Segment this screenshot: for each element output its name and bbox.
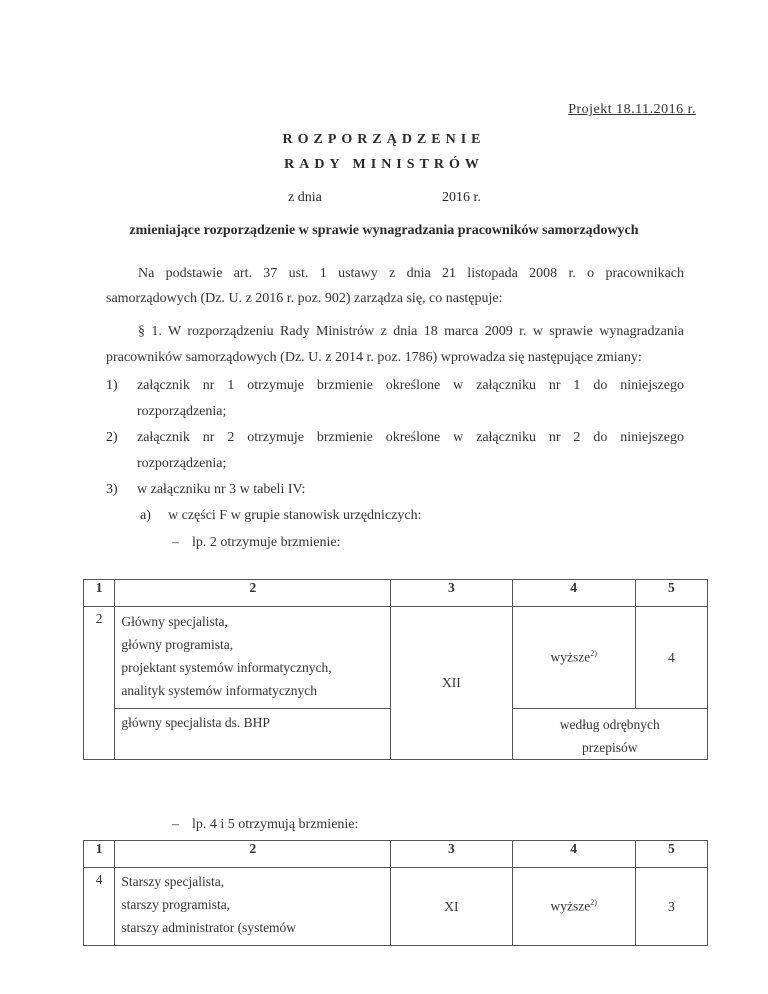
education-footnote: 2) bbox=[590, 898, 597, 908]
document-title: ROZPORZĄDZENIE bbox=[282, 132, 486, 147]
lp-cell: 2 bbox=[84, 607, 115, 760]
category-value: XII bbox=[442, 675, 461, 690]
positions-cell bbox=[115, 607, 391, 709]
header-cell-3: 3 bbox=[391, 580, 512, 607]
document-subject: zmieniające rozporządzenie w sprawie wynagradzania pracowników samorządowych bbox=[129, 223, 639, 238]
position-name: starszy programista, bbox=[121, 897, 231, 912]
education-footnote: 2) bbox=[590, 649, 597, 659]
intro-line-2: samorządowych (Dz. U. z 2016 r. poz. 902) zarządza się, co następuje: bbox=[106, 291, 503, 306]
positions-cell bbox=[115, 868, 391, 946]
seniority-cell: 4 bbox=[635, 607, 707, 709]
position-name: Główny specjalista, bbox=[121, 614, 228, 629]
date-prefix: z dnia bbox=[288, 190, 322, 205]
table-header-row bbox=[84, 841, 708, 868]
education-cell bbox=[512, 607, 635, 709]
position-name: Starszy specjalista, bbox=[121, 874, 225, 889]
section1-line-2: pracowników samorządowych (Dz. U. z 2014 r. poz. 1786) wprowadza się następujące zmiany: bbox=[106, 350, 642, 365]
extra-note-line: według odrębnych bbox=[559, 717, 660, 732]
dash-marker-1: – bbox=[172, 535, 179, 550]
education-value: wyższe bbox=[550, 898, 591, 914]
item-1-line-2: rozporządzenia; bbox=[137, 404, 227, 419]
intro-line-1: Na podstawie art. 37 ust. 1 ustawy z dnia 21 listopada 2008 r. o pracownikach bbox=[138, 266, 684, 281]
education-value: wyższe bbox=[550, 649, 591, 665]
header-cell-1: 1 bbox=[84, 841, 115, 868]
table-lp-4-5 bbox=[83, 840, 708, 946]
header-cell-5: 5 bbox=[635, 841, 707, 868]
item-2-number: 2) bbox=[106, 430, 118, 445]
date-year: 2016 r. bbox=[442, 190, 481, 205]
extra-position-cell: główny specjalista ds. BHP bbox=[115, 709, 391, 760]
position-name: starszy administrator (systemów bbox=[121, 920, 297, 935]
category-cell: XI bbox=[391, 868, 512, 946]
dash-2-text: lp. 4 i 5 otrzymują brzmienie: bbox=[192, 817, 359, 832]
extra-note-line: przepisów bbox=[582, 740, 638, 755]
item-2-line-2: rozporządzenia; bbox=[137, 456, 227, 471]
subitem-a-text: w części F w grupie stanowisk urzędniczych: bbox=[168, 508, 422, 523]
lp-cell: 4 bbox=[84, 868, 115, 946]
position-name: projektant systemów informatycznych, bbox=[121, 660, 332, 675]
header-cell-1: 1 bbox=[84, 580, 115, 607]
item-3-number: 3) bbox=[106, 482, 118, 497]
item-3-line-1: w załączniku nr 3 w tabeli IV: bbox=[137, 482, 306, 497]
header-cell-4: 4 bbox=[512, 580, 635, 607]
table-header-row bbox=[84, 580, 708, 607]
header-cell-2: 2 bbox=[115, 580, 391, 607]
extra-note-cell bbox=[512, 709, 707, 760]
section1-line-1: § 1. W rozporządzeniu Rady Ministrów z dnia 18 marca 2009 r. w sprawie wynagradzania bbox=[138, 324, 684, 339]
dash-marker-2: – bbox=[172, 817, 179, 832]
header-cell-4: 4 bbox=[512, 841, 635, 868]
table-row bbox=[84, 607, 708, 709]
position-name: analityk systemów informatycznych bbox=[121, 683, 318, 698]
table-row bbox=[84, 868, 708, 946]
item-1-line-1: załącznik nr 1 otrzymuje brzmienie określone w załączniku nr 1 do niniejszego bbox=[137, 378, 684, 393]
header-cell-3: 3 bbox=[391, 841, 512, 868]
dash-1-text: lp. 2 otrzymuje brzmienie: bbox=[192, 535, 341, 550]
category-cell bbox=[391, 607, 512, 760]
seniority-cell: 3 bbox=[635, 868, 707, 946]
education-cell bbox=[512, 868, 635, 946]
item-1-number: 1) bbox=[106, 378, 118, 393]
header-cell-2: 2 bbox=[115, 841, 391, 868]
header-cell-5: 5 bbox=[635, 580, 707, 607]
item-2-line-1: załącznik nr 2 otrzymuje brzmienie określone w załączniku nr 2 do niniejszego bbox=[137, 430, 684, 445]
position-name: główny programista, bbox=[121, 637, 234, 652]
issuing-authority: RADY MINISTRÓW bbox=[284, 157, 484, 172]
table-lp-2 bbox=[83, 579, 708, 760]
subitem-a-letter: a) bbox=[140, 508, 151, 523]
draft-date-label: Projekt 18.11.2016 r. bbox=[568, 102, 696, 117]
